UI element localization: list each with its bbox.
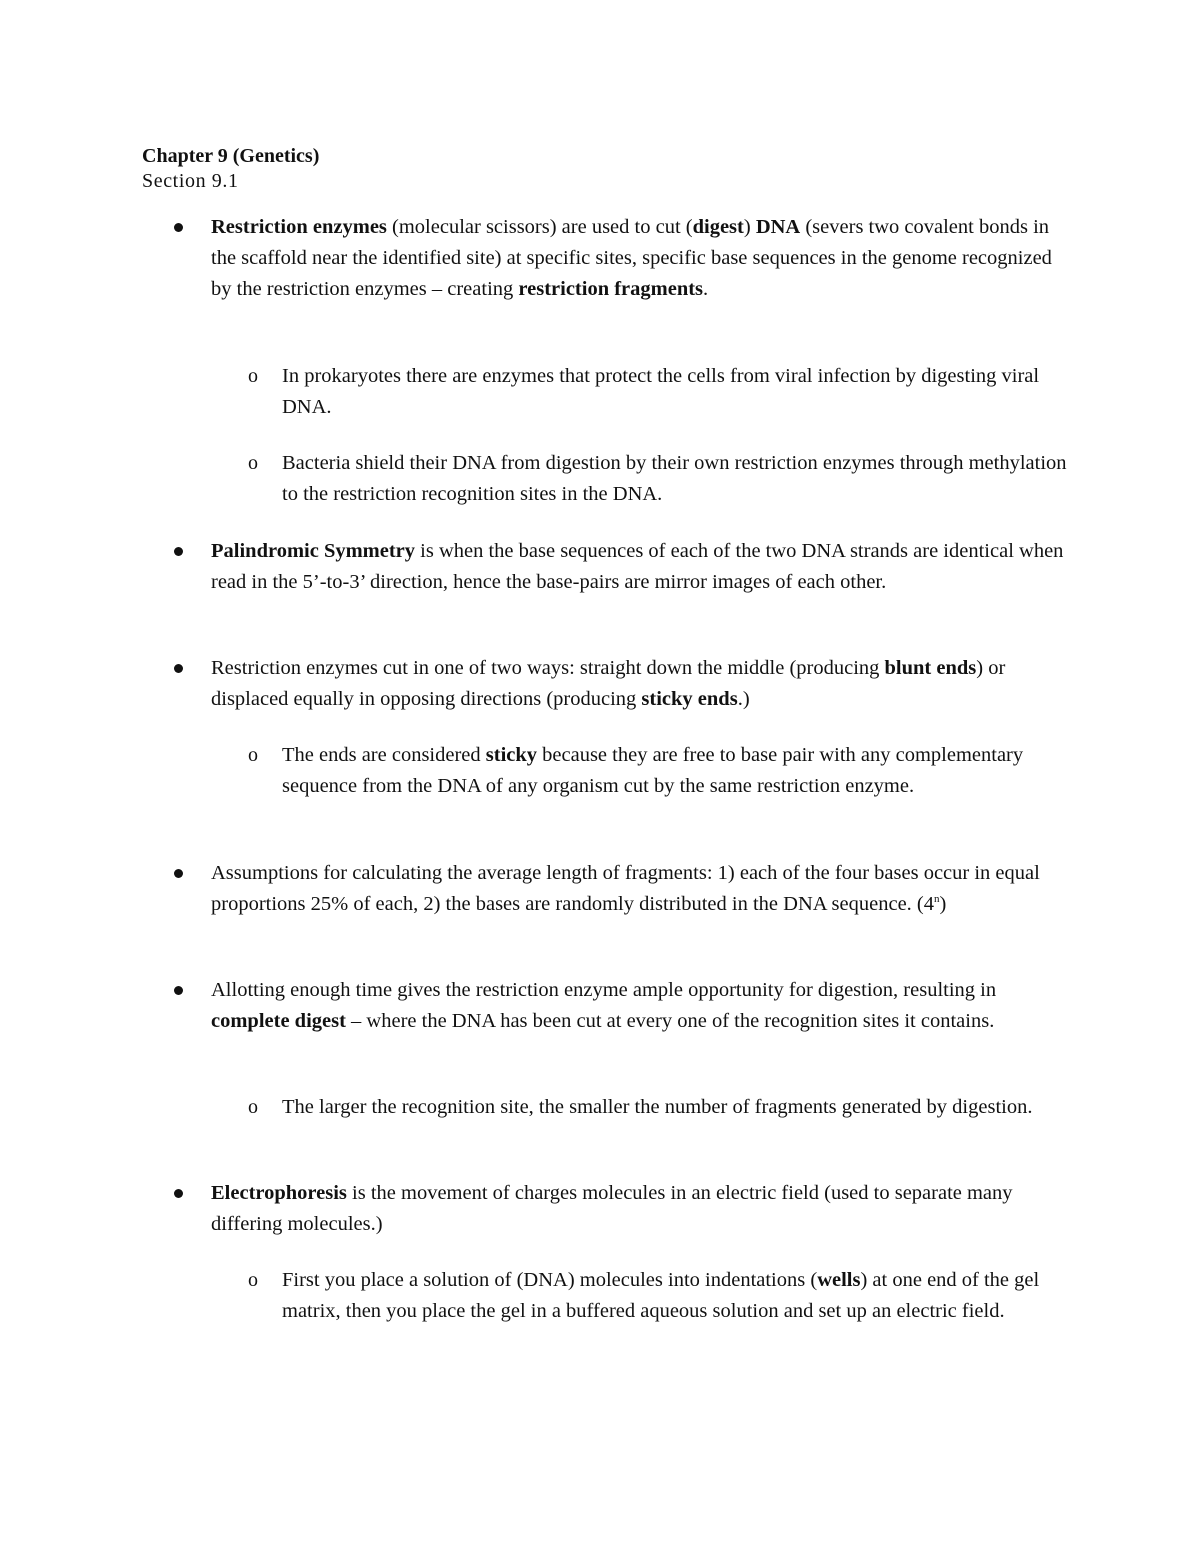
term-wells: wells [817,1269,861,1291]
bullet-electrophoresis: Electrophoresis is the movement of charges molecules in an electric field (used to separate many differing molecules.) [211,1178,1071,1240]
sub-bullet-marker: o [248,1096,258,1118]
term-restriction-enzymes: Restriction enzymes [211,216,387,238]
term-digest: digest [692,216,744,238]
term-blunt-ends: blunt ends [884,657,977,679]
bullet-dot [174,869,183,878]
subbullet-sticky: o The ends are considered sticky because they are free to base pair with any complementary sequence from the DNA of any organism cut by the same restriction enzyme. [282,740,1082,802]
bullet-dot [174,986,183,995]
subbullet-larger-recognition-site: o The larger the recognition site, the smaller the number of fragments generated by digestion. [282,1092,1082,1123]
chapter-title: Chapter 9 (Genetics) [142,145,320,167]
term-electrophoresis: Electrophoresis [211,1182,347,1204]
bullet-dot [174,547,183,556]
bullet-dot [174,223,183,232]
subbullet-prokaryotes: o In prokaryotes there are enzymes that protect the cells from viral infection by digesting viral DNA. [282,361,1082,423]
bullet-dot [174,1189,183,1198]
subbullet-bacteria-shield: o Bacteria shield their DNA from digestion by their own restriction enzymes through methylation to the restriction recognition sites in the DNA. [282,448,1082,510]
term-palindromic-symmetry: Palindromic Symmetry [211,540,416,562]
bullet-assumptions: Assumptions for calculating the average length of fragments: 1) each of the four bases occur in equal proportions 25% of each, 2) the bases are randomly distributed in the DNA sequence. (4$^n$) [211,858,1071,920]
term-dna: DNA [755,216,801,238]
sub-bullet-marker: o [248,452,258,474]
bullet-allotting-time: Allotting enough time gives the restriction enzyme ample opportunity for digestion, resulting in complete digest – where the DNA has been cut at every one of the recognition sites it contains. [211,975,1071,1037]
term-sticky-ends: sticky ends [641,688,738,711]
term-restriction-fragments: restriction fragments [518,278,704,301]
sub-bullet-marker: o [248,365,258,387]
term-sticky: sticky [485,744,538,766]
bullet-cut-ways: Restriction enzymes cut in one of two ways: straight down the middle (producing blunt ends) or displaced equally in opposing directions (producing sticky ends.) [211,653,1071,715]
bullet-palindromic-symmetry: Palindromic Symmetry is when the base sequences of each of the two DNA strands are identical when read in the 5’-to-3’ direction, hence the base-pairs are mirror images of each other. [211,536,1071,598]
section-heading: Section 9.1 [142,170,239,192]
subbullet-gel-wells: o First you place a solution of (DNA) molecules into indentations (wells) at one end of the gel matrix, then you place the gel in a buffered aqueous solution and set up an electric field. [282,1265,1082,1327]
sub-bullet-marker: o [248,1269,258,1291]
superscript-n: n [934,893,940,906]
term-complete-digest: complete digest [211,1010,346,1033]
bullet-dot [174,664,183,673]
sub-bullet-marker: o [248,744,258,766]
bullet-restriction-enzymes: Restriction enzymes (molecular scissors) are used to cut (digest) DNA (severs two covalent bonds in the scaffold near the identified site) at specific sites, specific base sequences in the genome recognized by the restriction enzymes – creating restriction fragments. [211,212,1071,306]
